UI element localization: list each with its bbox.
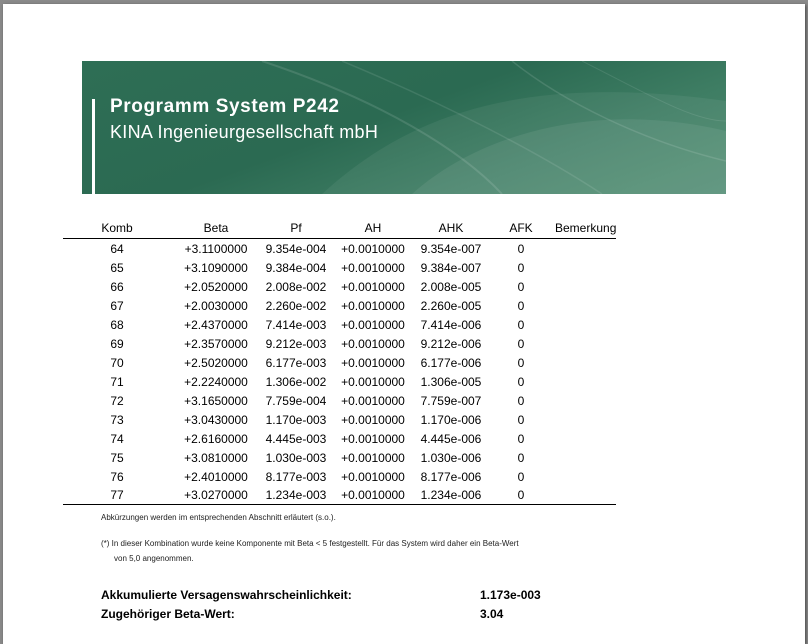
cell-afk: 0 (517, 260, 525, 275)
cell-afk: 0 (517, 412, 525, 427)
table-row (63, 486, 616, 505)
cell-ah: +0.0010000 (341, 450, 405, 465)
cell-bemerkung (555, 486, 616, 505)
table-row (63, 258, 616, 277)
cell-afk: 0 (517, 279, 525, 294)
cell-pf: 9.354e-004 (265, 241, 327, 256)
cell-ah: +0.0010000 (341, 241, 405, 256)
cell-ah: +0.0010000 (341, 469, 405, 484)
cell-pf: 1.170e-003 (265, 412, 327, 427)
document-page (3, 4, 805, 644)
cell-komb: 69 (110, 336, 124, 351)
cell-komb: 65 (110, 260, 124, 275)
footnote-line-2: von 5,0 angenommen. (114, 554, 194, 563)
cell-komb: 70 (110, 355, 124, 370)
banner-title: Programm System P242 (110, 96, 340, 117)
beta-value: 3.04 (480, 607, 504, 621)
cell-pf: 2.260e-002 (265, 298, 327, 313)
table-row (63, 239, 616, 259)
cell-komb: 75 (110, 450, 124, 465)
cell-komb: 77 (63, 486, 171, 505)
cell-ahk: 2.260e-005 (420, 298, 482, 313)
cell-afk: 0 (517, 336, 525, 351)
cell-afk: 0 (517, 469, 525, 484)
cell-ah: +0.0010000 (341, 393, 405, 408)
table-row (63, 277, 616, 296)
beta-value-label: Zugehöriger Beta-Wert: (101, 607, 235, 621)
cell-bemerkung (555, 315, 616, 334)
cell-pf: 8.177e-003 (265, 469, 327, 484)
cell-ah: +0.0010000 (341, 374, 405, 389)
cell-komb: 66 (110, 279, 124, 294)
cell-bemerkung (555, 372, 616, 391)
table-row (63, 372, 616, 391)
cell-ah: +0.0010000 (341, 279, 405, 294)
cell-beta: +3.0430000 (184, 412, 248, 427)
col-header-komb: Komb (63, 218, 171, 239)
cell-beta: +2.6160000 (184, 431, 248, 446)
cell-pf: 9.212e-003 (265, 336, 327, 351)
banner-subtitle: KINA Ingenieurgesellschaft mbH (110, 122, 379, 142)
results-table (63, 218, 616, 505)
cell-ahk: 1.030e-006 (420, 450, 482, 465)
cell-pf: 7.414e-003 (265, 317, 327, 332)
cell-ah: +0.0010000 (341, 412, 405, 427)
cell-komb: 68 (110, 317, 124, 332)
cell-afk: 0 (517, 241, 525, 256)
cell-ah: +0.0010000 (341, 298, 405, 313)
cell-ahk: 1.306e-005 (420, 374, 482, 389)
cell-ahk: 7.759e-007 (420, 393, 482, 408)
cell-bemerkung (555, 296, 616, 315)
header-banner (82, 61, 726, 194)
cell-ahk: 9.384e-007 (420, 260, 482, 275)
accumulated-probability-value: 1.173e-003 (480, 588, 541, 602)
cell-pf: 9.384e-004 (265, 260, 327, 275)
col-header-ah: AH (331, 218, 415, 239)
col-header-bemerkung: Bemerkung (555, 218, 616, 239)
cell-ah: +0.0010000 (331, 486, 415, 505)
cell-beta: +2.0520000 (184, 279, 248, 294)
cell-beta: +2.2240000 (184, 374, 248, 389)
cell-beta: +3.0270000 (171, 486, 261, 505)
cell-ah: +0.0010000 (341, 355, 405, 370)
table-row (63, 391, 616, 410)
banner-accent-bar (92, 99, 95, 194)
cell-beta: +2.4370000 (184, 317, 248, 332)
table-body (63, 239, 616, 505)
cell-komb: 73 (110, 412, 124, 427)
col-header-ahk: AHK (415, 218, 487, 239)
cell-ah: +0.0010000 (341, 336, 405, 351)
table-row (63, 467, 616, 486)
col-header-afk: AFK (487, 218, 555, 239)
cell-bemerkung (555, 353, 616, 372)
cell-komb: 72 (110, 393, 124, 408)
cell-pf: 1.306e-002 (265, 374, 327, 389)
cell-beta: +2.3570000 (184, 336, 248, 351)
cell-beta: +2.5020000 (184, 355, 248, 370)
cell-afk: 0 (487, 486, 555, 505)
cell-ahk: 6.177e-006 (420, 355, 482, 370)
cell-bemerkung (555, 258, 616, 277)
cell-ah: +0.0010000 (341, 317, 405, 332)
cell-bemerkung (555, 277, 616, 296)
cell-pf: 1.030e-003 (265, 450, 327, 465)
cell-ah: +0.0010000 (341, 431, 405, 446)
cell-afk: 0 (517, 317, 525, 332)
cell-bemerkung (555, 391, 616, 410)
col-header-pf: Pf (261, 218, 331, 239)
cell-pf: 6.177e-003 (265, 355, 327, 370)
cell-ahk: 1.170e-006 (420, 412, 482, 427)
cell-beta: +3.1100000 (184, 241, 248, 256)
table-row (63, 429, 616, 448)
cell-pf: 1.234e-003 (261, 486, 331, 505)
cell-ahk: 9.212e-006 (420, 336, 482, 351)
table-row (63, 353, 616, 372)
cell-ahk: 2.008e-005 (420, 279, 482, 294)
cell-ah: +0.0010000 (341, 260, 405, 275)
cell-afk: 0 (517, 431, 525, 446)
cell-komb: 67 (110, 298, 124, 313)
table-row (63, 448, 616, 467)
cell-bemerkung (555, 334, 616, 353)
cell-afk: 0 (517, 393, 525, 408)
abbreviations-note: Abkürzungen werden im entsprechenden Abschnitt erläutert (s.o.). (101, 513, 336, 522)
cell-bemerkung (555, 429, 616, 448)
cell-afk: 0 (517, 450, 525, 465)
cell-beta: +3.0810000 (184, 450, 248, 465)
cell-komb: 74 (110, 431, 124, 446)
table-row (63, 334, 616, 353)
cell-beta: +3.1090000 (184, 260, 248, 275)
cell-pf: 4.445e-003 (265, 431, 327, 446)
table-row (63, 296, 616, 315)
cell-ahk: 9.354e-007 (420, 241, 482, 256)
cell-ahk: 1.234e-006 (415, 486, 487, 505)
cell-bemerkung (555, 410, 616, 429)
cell-pf: 2.008e-002 (265, 279, 327, 294)
cell-ahk: 4.445e-006 (420, 431, 482, 446)
cell-beta: +3.1650000 (184, 393, 248, 408)
cell-bemerkung (555, 448, 616, 467)
cell-bemerkung (555, 467, 616, 486)
cell-beta: +2.0030000 (184, 298, 248, 313)
table-row (63, 410, 616, 429)
cell-beta: +2.4010000 (184, 469, 248, 484)
cell-pf: 7.759e-004 (265, 393, 327, 408)
table-header-row (63, 218, 616, 239)
cell-bemerkung (555, 239, 616, 259)
cell-afk: 0 (517, 374, 525, 389)
cell-ahk: 7.414e-006 (420, 317, 482, 332)
col-header-beta: Beta (171, 218, 261, 239)
cell-komb: 71 (110, 374, 124, 389)
cell-ahk: 8.177e-006 (420, 469, 482, 484)
cell-komb: 76 (110, 469, 124, 484)
footnote-line-1: (*) In dieser Kombination wurde keine Komponente mit Beta < 5 festgestellt. Für das System wird daher ein Beta-Wert (101, 539, 519, 548)
accumulated-probability-label: Akkumulierte Versagenswahrscheinlichkeit: (101, 588, 352, 602)
cell-afk: 0 (517, 298, 525, 313)
cell-afk: 0 (517, 355, 525, 370)
cell-komb: 64 (110, 241, 124, 256)
table-row (63, 315, 616, 334)
